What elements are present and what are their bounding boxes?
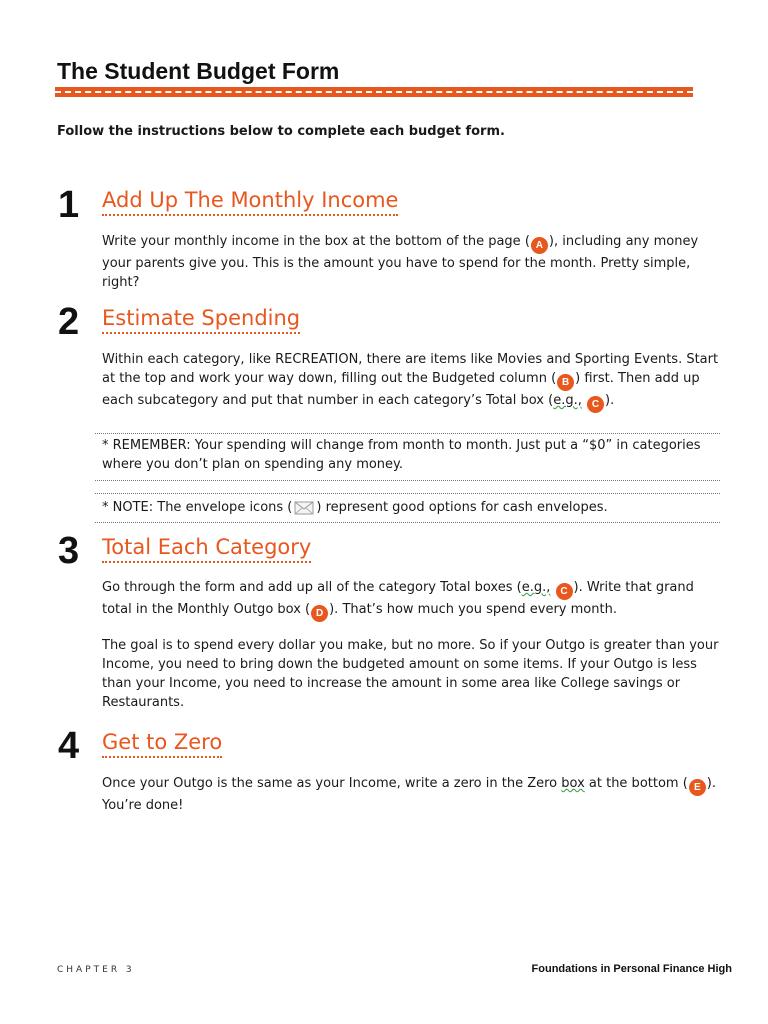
badge-c-icon: C bbox=[556, 583, 573, 600]
step-1-text: Write your monthly income in the box at the bottom of the page ( A ), including any money your parents give you. This is the amount you have to spend for the month. Pretty simple, right? bbox=[102, 234, 699, 290]
note-divider-bottom bbox=[95, 522, 720, 523]
badge-b-icon: B bbox=[557, 374, 574, 391]
badge-d-icon: D bbox=[311, 605, 328, 622]
note-divider-top bbox=[95, 433, 720, 434]
step-1-number: 1 bbox=[58, 184, 80, 226]
step-4-number: 4 bbox=[58, 725, 80, 767]
step-3-title: Total Each Category bbox=[102, 535, 311, 563]
step-3-goal-text: The goal is to spend every dollar you make, but no more. So if your Outgo is greater than your Income, you need to bring down the budgeted amount on some items. If your Outgo is less than your Income, you need to increase the amount in some area like College savings or Restaurants. bbox=[102, 638, 719, 710]
note-divider-middle bbox=[95, 480, 720, 481]
step-2-text: Within each category, like RECREATION, there are items like Movies and Sporting Events. Start at the top and work your way down, filling out the Budgeted column ( B ) first. Then add up each subcategory and put that number in each category’s Total box (e.g., C ). bbox=[102, 350, 722, 413]
badge-a-icon: A bbox=[531, 237, 548, 254]
title-divider bbox=[55, 87, 693, 97]
intro-text: Follow the instructions below to complete each budget form. bbox=[57, 124, 505, 139]
footer-book-title: Foundations in Personal Finance High bbox=[531, 963, 732, 975]
page-title: The Student Budget Form bbox=[57, 58, 340, 84]
step-2-title: Estimate Spending bbox=[102, 306, 300, 334]
step-3-number: 3 bbox=[58, 530, 80, 572]
step-2-number: 2 bbox=[58, 301, 80, 343]
badge-c-icon: C bbox=[587, 396, 604, 413]
remember-note: * REMEMBER: Your spending will change from month to month. Just put a “$0” in categories where you don’t plan on spending any money. bbox=[102, 438, 701, 472]
footer-chapter: CHAPTER 3 bbox=[57, 965, 135, 975]
step-4-text: Once your Outgo is the same as your Income, write a zero in the Zero box at the bottom ( E ). You’re done! bbox=[102, 776, 717, 813]
note-divider-middle-2 bbox=[95, 493, 720, 494]
step-3-text: Go through the form and add up all of the category Total boxes (e.g., C ). Write that grand total in the Monthly Outgo box ( D ). That’s how much you spend every month. bbox=[102, 578, 722, 622]
step-4-title: Get to Zero bbox=[102, 730, 222, 758]
envelope-icon bbox=[294, 501, 314, 521]
envelope-note: * NOTE: The envelope icons ( ) represent good options for cash envelopes. bbox=[102, 498, 722, 521]
badge-e-icon: E bbox=[689, 779, 706, 796]
step-1-title: Add Up The Monthly Income bbox=[102, 188, 398, 216]
